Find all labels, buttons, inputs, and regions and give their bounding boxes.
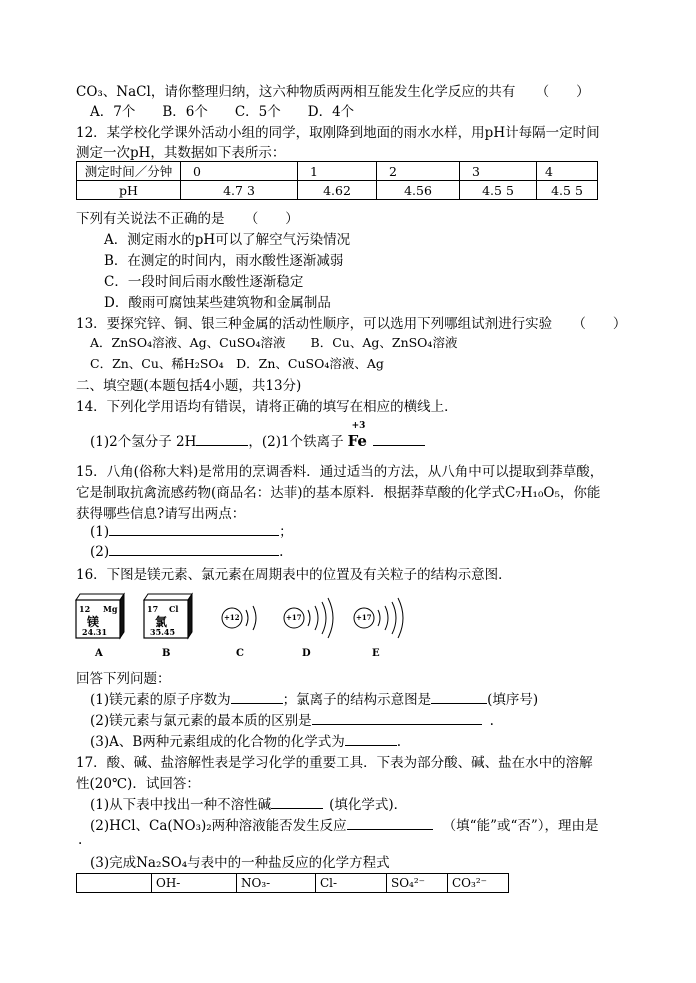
ph-table-cell: 0 bbox=[181, 162, 298, 181]
q15-answer-2-end: . bbox=[279, 544, 284, 560]
fig-label-e: E bbox=[372, 648, 380, 659]
q16-s3-end: . bbox=[396, 734, 402, 750]
q17-s2-period: . bbox=[78, 832, 83, 848]
q17-s2-text-b: （填“能”或“否”），理由是 bbox=[442, 818, 599, 834]
ph-table-cell: 3 bbox=[460, 162, 537, 181]
solubility-header-cell bbox=[77, 874, 152, 893]
solubility-header-cell: Cl- bbox=[316, 874, 387, 893]
solubility-header-cell: CO₃²⁻ bbox=[448, 874, 509, 893]
ph-table-cell: pH bbox=[77, 181, 181, 200]
q17-blank-base[interactable] bbox=[271, 794, 323, 809]
fe-symbol: Fe bbox=[347, 432, 367, 450]
ph-table-cell: 4 bbox=[537, 162, 598, 181]
q16-s2-text: (2)镁元素与氯元素的最本质的区别是 bbox=[90, 713, 312, 729]
fig-label-a: A bbox=[95, 648, 103, 659]
q12-question: 下列有关说法不正确的是 （ ） bbox=[76, 211, 299, 227]
ph-table-cell: 1 bbox=[298, 162, 377, 181]
solubility-header-cell: NO₃- bbox=[237, 874, 316, 893]
q16-s1-text-a: (1)镁元素的原子序数为 bbox=[90, 692, 231, 708]
q12-option-d: D．酸雨可腐蚀某些建筑物和金属制品 bbox=[104, 295, 331, 311]
q16-subquestion-1 bbox=[90, 688, 538, 708]
fig-label-d: D bbox=[302, 648, 311, 659]
solubility-header-cell: SO₄²⁻ bbox=[387, 874, 448, 893]
solubility-table bbox=[76, 873, 509, 893]
q16-s3-text: (3)A、B两种元素组成的化合物的化学式为 bbox=[90, 734, 345, 750]
q15-answer-2-label: (2) bbox=[90, 544, 110, 560]
solubility-table-header bbox=[77, 874, 509, 893]
q15-blank-1[interactable] bbox=[109, 521, 279, 536]
mg-mass: 24.31 bbox=[82, 627, 108, 637]
cl-symbol: Cl bbox=[169, 604, 179, 614]
mg-atomic-number: 12 bbox=[79, 604, 91, 614]
q17-line2: 性(20℃)．试回答： bbox=[76, 776, 200, 792]
q12-stem-line2: 测定一次pH，其数据如下表所示： bbox=[76, 145, 286, 161]
q16-subquestion-2 bbox=[90, 709, 494, 729]
q16-blank-chloride-diagram[interactable] bbox=[431, 689, 487, 704]
q15-line3: 获得哪些信息?请写出两点： bbox=[76, 506, 246, 522]
section-heading-fill-in: 二、填空题(本题包括4小题，共13分) bbox=[76, 378, 302, 394]
q14-blank-1[interactable] bbox=[196, 431, 248, 446]
q16-blank-formula[interactable] bbox=[345, 731, 397, 746]
q15-answer-1-end: ； bbox=[279, 524, 293, 540]
q17-subquestion-1 bbox=[90, 793, 407, 813]
cl-name: 氯 bbox=[155, 615, 168, 629]
ph-table-cell: 4.62 bbox=[298, 181, 377, 200]
fe-ion-symbol bbox=[347, 421, 367, 450]
q16-s1-text-c: (填序号) bbox=[487, 692, 539, 708]
q14-stem: 14．下列化学用语均有错误，请将正确的填写在相应的横线上． bbox=[76, 399, 458, 415]
cl-atomic-number: 17 bbox=[147, 604, 159, 614]
q17-subquestion-2 bbox=[90, 814, 599, 834]
q15-answer-1 bbox=[90, 520, 293, 540]
q11-options: A．7个 B．6个 C．5个 D．4个 bbox=[90, 104, 355, 120]
ph-table-cell: 4.5 5 bbox=[537, 181, 598, 200]
q13-options-line1: A．ZnSO₄溶液、Ag、CuSO₄溶液 B．Cu、Ag、ZnSO₄溶液 bbox=[90, 335, 458, 350]
ph-table-row-ph bbox=[77, 181, 598, 200]
fe-charge: +3 bbox=[351, 421, 366, 431]
ph-table-cell: 4.56 bbox=[377, 181, 460, 200]
ion-e-nucleus: +17 bbox=[356, 613, 372, 622]
q13-stem: 13．要探究锌、铜、银三种金属的活动性顺序，可以选用下列哪组试剂进行实验 （ ） bbox=[76, 316, 627, 332]
q11-line1: CO₃、NaCl，请你整理归纳，这六种物质两两相互能发生化学反应的共有 （ ） bbox=[76, 84, 590, 100]
ion-d-nucleus: +17 bbox=[286, 613, 302, 622]
q16-blank-atomic-number[interactable] bbox=[231, 689, 283, 704]
q16-s1-text-b: ；氯离子的结构示意图是 bbox=[282, 692, 432, 708]
q17-s1-text-b: (填化学式)． bbox=[329, 797, 408, 813]
ph-data-table bbox=[76, 161, 598, 200]
fig-label-c: C bbox=[236, 648, 244, 659]
q16-subquestion-3 bbox=[90, 730, 401, 750]
ph-table-row-time bbox=[77, 162, 598, 181]
fig-label-b: B bbox=[162, 648, 171, 659]
mg-symbol: Mg bbox=[103, 604, 118, 614]
q14-answer-line bbox=[90, 421, 425, 450]
q17-line1: 17．酸、碱、盐溶解性表是学习化学的重要工具．下表为部分酸、碱、盐在水中的溶解 bbox=[76, 755, 593, 771]
ph-table-cell: 测定时间／分钟 bbox=[77, 162, 181, 181]
q17-subquestion-3: (3)完成Na₂SO₄与表中的一种盐反应的化学方程式 bbox=[90, 855, 390, 871]
q14-part1: (1)2个氢分子 2H bbox=[90, 434, 197, 450]
q15-answer-1-label: (1) bbox=[90, 524, 110, 540]
q16-s2-end: . bbox=[489, 713, 494, 729]
q15-blank-2[interactable] bbox=[109, 541, 279, 556]
q13-options-line2: C．Zn、Cu、稀H₂SO₄ D．Zn、CuSO₄溶液、Ag bbox=[90, 356, 384, 371]
cl-mass: 35.45 bbox=[150, 627, 176, 637]
ph-table-cell: 4.7 3 bbox=[181, 181, 298, 200]
q15-line1: 15．八角(俗称大料)是常用的烹调香料．通过适当的方法，从八角中可以提取到莽草酸， bbox=[76, 464, 604, 480]
q17-s2-text-a: (2)HCl、Ca(NO₃)₂两种溶液能否发生反应 bbox=[90, 818, 347, 834]
q14-part2: ，(2)1个铁离子 bbox=[248, 434, 344, 450]
q12-option-c: C．一段时间后雨水酸性逐渐稳定 bbox=[104, 274, 304, 290]
mg-name: 镁 bbox=[87, 615, 100, 629]
q17-blank-reaction[interactable] bbox=[347, 815, 433, 830]
ph-table-cell: 2 bbox=[377, 162, 460, 181]
q15-line2: 它是制取抗禽流感药物(商品名：达菲)的基本原料．根据莽草酸的化学式C₇H₁₀O₅，你能 bbox=[76, 485, 601, 501]
q12-option-a: A．测定雨水的pH可以了解空气污染情况 bbox=[104, 232, 351, 248]
q17-s1-text-a: (1)从下表中找出一种不溶性碱 bbox=[90, 797, 272, 813]
q14-blank-2[interactable] bbox=[373, 431, 425, 446]
solubility-header-cell: OH- bbox=[152, 874, 237, 893]
q16-blank-essential-difference[interactable] bbox=[312, 710, 482, 725]
ph-table-cell: 4.5 5 bbox=[460, 181, 537, 200]
q15-answer-2 bbox=[90, 541, 283, 560]
q12-stem-line1: 12．某学校化学课外活动小组的同学，取刚降到地面的雨水水样，用pH计每隔一定时间 bbox=[76, 125, 600, 141]
q16-answer-intro: 回答下列问题： bbox=[76, 671, 171, 687]
ion-c-nucleus: +12 bbox=[224, 613, 240, 622]
q12-option-b: B．在测定的时间内，雨水酸性逐渐减弱 bbox=[104, 253, 344, 269]
q16-stem: 16．下图是镁元素、氯元素在周期表中的位置及有关粒子的结构示意图． bbox=[76, 567, 512, 583]
